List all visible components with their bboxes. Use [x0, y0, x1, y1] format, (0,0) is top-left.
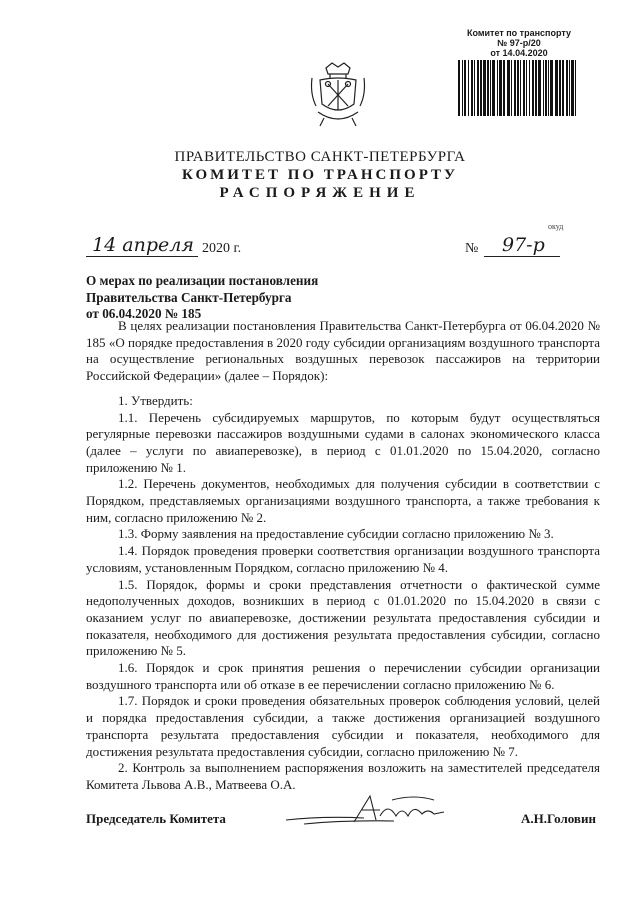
number-underline	[484, 256, 560, 257]
barcode-bar	[492, 60, 495, 116]
handwritten-number: 97-р	[502, 234, 545, 256]
barcode-bar	[569, 60, 570, 116]
title-line: Правительства Санкт-Петербурга	[86, 289, 292, 305]
paragraph-1-5: 1.5. Порядок, формы и сроки представления отчетности о фактической сумме недополученных доходов, возникших в период с 01.01.2020 по 15.04.2020 в связи с оказанием услуг по авиаперевозке, достижении результата предоставления субсидии и показателя, необходимого для достижения результата предоставления субсидии, согласно приложению № 5.	[86, 576, 600, 659]
barcode-bar	[458, 60, 460, 116]
paragraph-1-6: 1.6. Порядок и срок принятия решения о перечислении субсидии организации воздушного транспорта или об отказе в ее перечислении согласно приложению № 6.	[86, 660, 600, 692]
paragraph-1-4: 1.4. Порядок проведения проверки соответствия организации воздушного транспорта условиям, установленным Порядком, согласно приложению № 4.	[86, 543, 600, 575]
barcode-bar	[548, 60, 549, 116]
barcode-bar	[474, 60, 475, 116]
committee-name: КОМИТЕТ ПО ТРАНСПОРТУ	[181, 167, 459, 183]
registration-stamp-line1: Комитет по транспорту	[466, 28, 571, 38]
barcode-bar	[566, 60, 568, 116]
barcode-bar	[562, 60, 564, 116]
barcode-bar	[462, 60, 463, 116]
barcode-bar	[538, 60, 541, 116]
preamble-paragraph: В целях реализации постановления Правительства Санкт-Петербурга от 06.04.2020 № 185 «О порядке предоставления в 2020 году субсидии организациям воздушного транспорта на осуществление региональных воздушных перевозок пассажиров на территории Российской Федерации» (далее – Порядок):	[86, 318, 600, 384]
barcode-bar	[555, 60, 558, 116]
barcode-bar	[468, 60, 469, 116]
barcode-bar	[503, 60, 505, 116]
paragraph-2: 2. Контроль за выполнением распоряжения возложить на заместителей председателя Комитета Львова А.В., Матвеева О.А.	[86, 760, 600, 792]
registration-stamp	[458, 28, 580, 58]
barcode-bar	[526, 60, 527, 116]
document-title	[86, 273, 318, 323]
paragraph-1-1: 1.1. Перечень субсидируемых маршрутов, по которым будут осуществляться регулярные перевозки пассажиров воздушными судами в салонах экономического класса (далее – услуги по авиаперевозке), в период с 01.01.2020 по 15.04.2020, согласно приложению № 1.	[86, 409, 600, 475]
handwritten-date: 14 апреля	[92, 234, 194, 256]
barcode-bar	[497, 60, 498, 116]
barcode-bar	[480, 60, 482, 116]
barcode-bar	[477, 60, 479, 116]
document-type: РАСПОРЯЖЕНИЕ	[219, 185, 421, 201]
title-line: О мерах по реализации постановления	[86, 273, 319, 288]
number-sign: №	[465, 241, 479, 256]
signatory-name: А.Н.Головин	[521, 811, 596, 826]
date-year: 2020 г.	[202, 241, 242, 256]
barcode-bar	[507, 60, 510, 116]
signatory-title: Председатель Комитета	[86, 811, 226, 826]
handwritten-signature	[284, 790, 454, 832]
barcode-bar	[520, 60, 521, 116]
barcode-bar	[529, 60, 530, 116]
barcode-bar	[499, 60, 502, 116]
barcode-bar	[464, 60, 466, 116]
barcode-bar	[490, 60, 491, 116]
coat-of-arms-emblem	[306, 60, 370, 130]
paragraph-1: 1. Утвердить:	[118, 392, 193, 408]
form-code-mark: окуд	[548, 222, 564, 231]
barcode-bar	[532, 60, 534, 116]
barcode-bar	[543, 60, 544, 116]
registration-stamp-line3: от 14.04.2020	[490, 48, 548, 58]
barcode-bar	[517, 60, 519, 116]
paragraph-1-2: 1.2. Перечень документов, необходимых для получения субсидии в соответствии с Порядком, представляемых организациями воздушного транспорта, а также требования к ним, согласно приложению № 2.	[86, 476, 600, 525]
barcode-bar	[471, 60, 473, 116]
government-name: ПРАВИТЕЛЬСТВО САНКТ-ПЕТЕРБУРГА	[174, 149, 466, 165]
paragraph-1-3: 1.3. Форму заявления на предоставление субсидии согласно приложению № 3.	[118, 526, 554, 542]
barcode-bar	[571, 60, 574, 116]
barcode-bar	[523, 60, 525, 116]
barcode-bar	[487, 60, 489, 116]
title-line: от 06.04.2020 № 185	[86, 306, 202, 321]
barcode-bar	[550, 60, 553, 116]
barcode-image	[458, 60, 578, 116]
date-underline	[86, 256, 198, 257]
barcode-bar	[514, 60, 516, 116]
barcode-bar	[559, 60, 561, 116]
document-body	[86, 318, 600, 794]
registration-stamp-line2: № 97-р/20	[497, 38, 541, 48]
barcode-bar	[535, 60, 537, 116]
barcode-bar	[575, 60, 576, 116]
barcode-bar	[545, 60, 547, 116]
barcode-bar	[511, 60, 512, 116]
paragraph-1-7: 1.7. Порядок и сроки проведения обязательных проверок соблюдения условий, целей и порядка предоставления субсидии, а также достижения организацией воздушного транспорта результата предоставления субсидии и показателя, необходимого для достижения результата предоставления субсидии, согласно приложению № 7.	[86, 693, 600, 759]
barcode-bar	[483, 60, 486, 116]
